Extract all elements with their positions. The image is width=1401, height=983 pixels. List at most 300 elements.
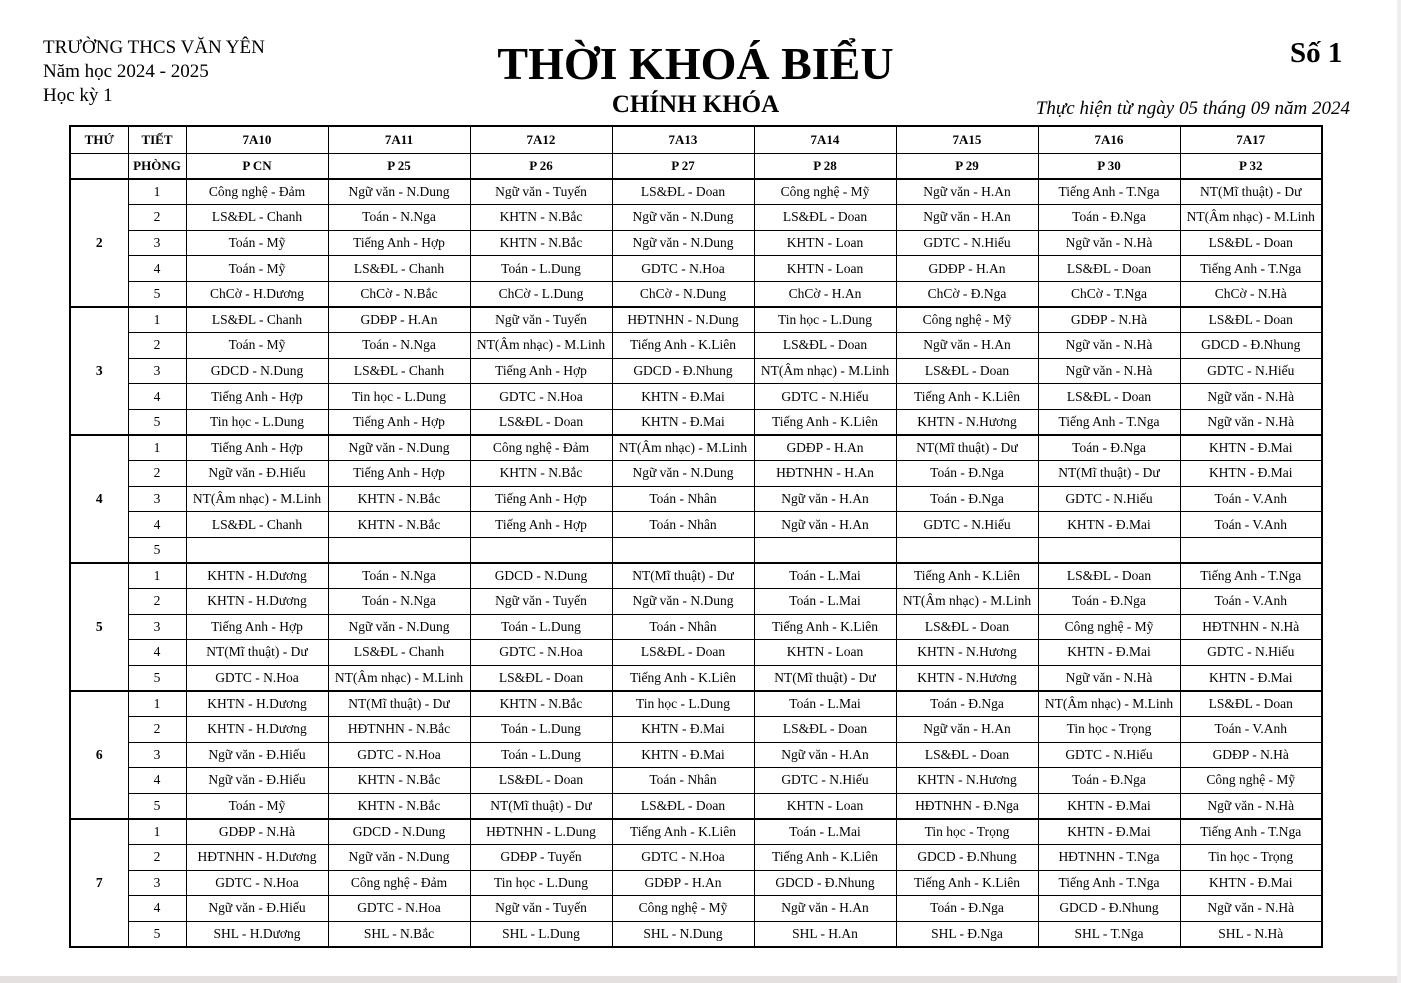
lesson-cell: KHTN - Đ.Mai xyxy=(1180,870,1322,896)
room-cell: P 28 xyxy=(754,153,896,179)
lesson-cell: NT(Mĩ thuật) - Dư xyxy=(186,640,328,666)
lesson-cell: LS&ĐL - Doan xyxy=(1180,307,1322,333)
lesson-cell: Tiếng Anh - Hợp xyxy=(186,384,328,410)
lesson-cell: LS&ĐL - Doan xyxy=(1180,230,1322,256)
class-header-row xyxy=(70,126,1322,153)
lesson-cell: Ngữ văn - Tuyến xyxy=(470,307,612,333)
lesson-cell: KHTN - N.Bắc xyxy=(470,205,612,231)
period-number: 2 xyxy=(128,205,186,231)
period-row xyxy=(70,358,1322,384)
lesson-cell: NT(Âm nhạc) - M.Linh xyxy=(612,435,754,461)
lesson-cell: Ngữ văn - H.An xyxy=(754,486,896,512)
lesson-cell: NT(Mĩ thuật) - Dư xyxy=(1180,179,1322,205)
lesson-cell: Tin học - Trọng xyxy=(896,819,1038,845)
lesson-cell: GDĐP - Tuyến xyxy=(470,844,612,870)
lesson-cell: Ngữ văn - N.Dung xyxy=(612,461,754,487)
lesson-cell: GDTC - N.Hiếu xyxy=(896,230,1038,256)
lesson-cell: KHTN - Đ.Mai xyxy=(1180,665,1322,691)
lesson-cell: LS&ĐL - Chanh xyxy=(186,307,328,333)
period-row xyxy=(70,768,1322,794)
lesson-cell: Tiếng Anh - T.Nga xyxy=(1180,256,1322,282)
lesson-cell: GDTC - N.Hiếu xyxy=(754,768,896,794)
period-number: 1 xyxy=(128,435,186,461)
lesson-cell: Toán - L.Dung xyxy=(470,614,612,640)
period-row xyxy=(70,921,1322,947)
lesson-cell: Ngữ văn - N.Hà xyxy=(1180,409,1322,435)
lesson-cell: Ngữ văn - H.An xyxy=(896,716,1038,742)
lesson-cell: KHTN - N.Bắc xyxy=(328,768,470,794)
page-right-edge xyxy=(1397,0,1401,983)
lesson-cell: Tiếng Anh - K.Liên xyxy=(612,665,754,691)
lesson-cell: Tin học - L.Dung xyxy=(186,409,328,435)
lesson-cell: Toán - Nhân xyxy=(612,512,754,538)
lesson-cell: Ngữ văn - H.An xyxy=(754,896,896,922)
lesson-cell: KHTN - N.Bắc xyxy=(470,691,612,717)
lesson-cell: Toán - N.Nga xyxy=(328,589,470,615)
lesson-cell: Công nghệ - Đảm xyxy=(470,435,612,461)
day-column-header: THỨ xyxy=(70,126,128,153)
lesson-cell: KHTN - H.Dương xyxy=(186,716,328,742)
period-number: 4 xyxy=(128,768,186,794)
lesson-cell: GDTC - N.Hiếu xyxy=(1038,742,1180,768)
lesson-cell xyxy=(470,537,612,563)
lesson-cell: Ngữ văn - Tuyến xyxy=(470,589,612,615)
lesson-cell: LS&ĐL - Chanh xyxy=(328,256,470,282)
period-row xyxy=(70,589,1322,615)
lesson-cell: Ngữ văn - Tuyến xyxy=(470,179,612,205)
class-header-cell: 7A17 xyxy=(1180,126,1322,153)
lesson-cell: Toán - L.Mai xyxy=(754,819,896,845)
lesson-cell: Tin học - L.Dung xyxy=(612,691,754,717)
lesson-cell: LS&ĐL - Chanh xyxy=(186,512,328,538)
lesson-cell: Tin học - Trọng xyxy=(1038,716,1180,742)
lesson-cell: Công nghệ - Mỹ xyxy=(612,896,754,922)
lesson-cell: GDĐP - H.An xyxy=(328,307,470,333)
lesson-cell: ChCờ - L.Dung xyxy=(470,281,612,307)
lesson-cell: KHTN - Loan xyxy=(754,793,896,819)
lesson-cell: GDTC - N.Hiếu xyxy=(754,384,896,410)
lesson-cell: GDTC - N.Hoa xyxy=(612,844,754,870)
lesson-cell: LS&ĐL - Doan xyxy=(612,640,754,666)
period-row xyxy=(70,179,1322,205)
lesson-cell: ChCờ - H.Dương xyxy=(186,281,328,307)
lesson-cell: HĐTNHN - N.Hà xyxy=(1180,614,1322,640)
lesson-cell: GDTC - N.Hoa xyxy=(612,256,754,282)
lesson-cell: Toán - N.Nga xyxy=(328,333,470,359)
lesson-cell: NT(Mĩ thuật) - Dư xyxy=(896,435,1038,461)
lesson-cell: KHTN - N.Bắc xyxy=(470,461,612,487)
lesson-cell: Tiếng Anh - Hợp xyxy=(470,512,612,538)
lesson-cell: LS&ĐL - Doan xyxy=(612,793,754,819)
lesson-cell: Toán - Nhân xyxy=(612,486,754,512)
period-number: 3 xyxy=(128,230,186,256)
lesson-cell: Toán - N.Nga xyxy=(328,205,470,231)
lesson-cell: Toán - L.Mai xyxy=(754,563,896,589)
page-title: THỜI KHOÁ BIỂU xyxy=(497,38,894,89)
class-header-cell: 7A12 xyxy=(470,126,612,153)
lesson-cell: LS&ĐL - Doan xyxy=(1038,256,1180,282)
lesson-cell: Ngữ văn - Đ.Hiếu xyxy=(186,742,328,768)
lesson-cell: Tiếng Anh - K.Liên xyxy=(896,563,1038,589)
period-number: 2 xyxy=(128,333,186,359)
period-row xyxy=(70,819,1322,845)
period-number: 5 xyxy=(128,793,186,819)
period-number: 2 xyxy=(128,844,186,870)
lesson-cell: KHTN - N.Bắc xyxy=(470,230,612,256)
period-row xyxy=(70,870,1322,896)
lesson-cell: Toán - Mỹ xyxy=(186,256,328,282)
lesson-cell: Tiếng Anh - Hợp xyxy=(186,435,328,461)
lesson-cell: GDCD - Đ.Nhung xyxy=(1180,333,1322,359)
period-number: 4 xyxy=(128,256,186,282)
lesson-cell: Tiếng Anh - T.Nga xyxy=(1180,563,1322,589)
lesson-cell: Toán - V.Anh xyxy=(1180,589,1322,615)
period-number: 1 xyxy=(128,691,186,717)
lesson-cell: Tiếng Anh - K.Liên xyxy=(896,870,1038,896)
lesson-cell: KHTN - Đ.Mai xyxy=(612,384,754,410)
lesson-cell: Công nghệ - Mỹ xyxy=(896,307,1038,333)
lesson-cell xyxy=(896,537,1038,563)
lesson-cell: LS&ĐL - Doan xyxy=(754,716,896,742)
lesson-cell: GDTC - N.Hiếu xyxy=(896,512,1038,538)
lesson-cell: KHTN - Loan xyxy=(754,256,896,282)
room-cell: P 25 xyxy=(328,153,470,179)
lesson-cell: Ngữ văn - N.Hà xyxy=(1180,896,1322,922)
lesson-cell: Toán - L.Dung xyxy=(470,716,612,742)
lesson-cell: Tiếng Anh - T.Nga xyxy=(1180,819,1322,845)
lesson-cell: KHTN - N.Hương xyxy=(896,768,1038,794)
lesson-cell: Tiếng Anh - T.Nga xyxy=(1038,409,1180,435)
period-row xyxy=(70,665,1322,691)
lesson-cell: LS&ĐL - Doan xyxy=(896,358,1038,384)
period-column-header: TIẾT xyxy=(128,126,186,153)
lesson-cell: KHTN - N.Bắc xyxy=(328,512,470,538)
lesson-cell: Toán - Nhân xyxy=(612,614,754,640)
room-cell: P CN xyxy=(186,153,328,179)
lesson-cell: Toán - V.Anh xyxy=(1180,716,1322,742)
lesson-cell: Ngữ văn - N.Dung xyxy=(328,614,470,640)
period-number: 3 xyxy=(128,614,186,640)
room-cell: P 29 xyxy=(896,153,1038,179)
period-row xyxy=(70,435,1322,461)
lesson-cell: NT(Mĩ thuật) - Dư xyxy=(612,563,754,589)
lesson-cell xyxy=(186,537,328,563)
lesson-cell: Toán - Đ.Nga xyxy=(1038,768,1180,794)
period-number: 4 xyxy=(128,896,186,922)
lesson-cell: Ngữ văn - N.Hà xyxy=(1180,793,1322,819)
lesson-cell: Công nghệ - Mỹ xyxy=(1038,614,1180,640)
period-row xyxy=(70,486,1322,512)
lesson-cell: LS&ĐL - Doan xyxy=(754,205,896,231)
lesson-cell: ChCờ - T.Nga xyxy=(1038,281,1180,307)
lesson-cell: GDĐP - H.An xyxy=(896,256,1038,282)
class-header-cell: 7A10 xyxy=(186,126,328,153)
period-number: 5 xyxy=(128,537,186,563)
period-number: 4 xyxy=(128,640,186,666)
lesson-cell: ChCờ - Đ.Nga xyxy=(896,281,1038,307)
lesson-cell: GDĐP - N.Hà xyxy=(186,819,328,845)
lesson-cell xyxy=(612,537,754,563)
lesson-cell: KHTN - Đ.Mai xyxy=(612,409,754,435)
lesson-cell: Ngữ văn - N.Dung xyxy=(612,589,754,615)
period-row xyxy=(70,896,1322,922)
lesson-cell: GDTC - N.Hiếu xyxy=(1180,640,1322,666)
lesson-cell: Tin học - Trọng xyxy=(1180,844,1322,870)
school-year: Năm học 2024 - 2025 xyxy=(43,61,209,82)
class-header-cell: 7A13 xyxy=(612,126,754,153)
lesson-cell: NT(Mĩ thuật) - Dư xyxy=(470,793,612,819)
lesson-cell: KHTN - Đ.Mai xyxy=(1038,793,1180,819)
lesson-cell: GDTC - N.Hiếu xyxy=(1180,358,1322,384)
lesson-cell: Ngữ văn - N.Hà xyxy=(1038,665,1180,691)
lesson-cell: GDCD - Đ.Nhung xyxy=(1038,896,1180,922)
period-row xyxy=(70,691,1322,717)
period-number: 5 xyxy=(128,665,186,691)
period-number: 3 xyxy=(128,870,186,896)
period-number: 3 xyxy=(128,486,186,512)
room-label: PHÒNG xyxy=(128,153,186,179)
lesson-cell: GDCD - N.Dung xyxy=(328,819,470,845)
lesson-cell: NT(Mĩ thuật) - Dư xyxy=(328,691,470,717)
lesson-cell: HĐTNHN - Đ.Nga xyxy=(896,793,1038,819)
lesson-cell: Toán - Đ.Nga xyxy=(1038,589,1180,615)
lesson-cell: ChCờ - N.Dung xyxy=(612,281,754,307)
lesson-cell: GDTC - N.Hoa xyxy=(328,742,470,768)
page-bottom-edge xyxy=(0,976,1401,983)
period-row xyxy=(70,512,1322,538)
lesson-cell: SHL - N.Bắc xyxy=(328,921,470,947)
period-row xyxy=(70,384,1322,410)
lesson-cell: Tin học - L.Dung xyxy=(328,384,470,410)
lesson-cell: LS&ĐL - Chanh xyxy=(328,640,470,666)
document-number: Số 1 xyxy=(1290,37,1343,69)
lesson-cell: HĐTNHN - H.Dương xyxy=(186,844,328,870)
lesson-cell: Công nghệ - Mỹ xyxy=(1180,768,1322,794)
period-number: 1 xyxy=(128,307,186,333)
lesson-cell: Tiếng Anh - K.Liên xyxy=(612,333,754,359)
lesson-cell: SHL - N.Hà xyxy=(1180,921,1322,947)
period-row xyxy=(70,640,1322,666)
period-number: 4 xyxy=(128,384,186,410)
period-row xyxy=(70,742,1322,768)
lesson-cell: KHTN - H.Dương xyxy=(186,691,328,717)
room-cell: P 32 xyxy=(1180,153,1322,179)
lesson-cell: KHTN - N.Bắc xyxy=(328,486,470,512)
lesson-cell: Toán - V.Anh xyxy=(1180,486,1322,512)
lesson-cell: NT(Mĩ thuật) - Dư xyxy=(1038,461,1180,487)
lesson-cell: Toán - Mỹ xyxy=(186,333,328,359)
lesson-cell: Toán - Đ.Nga xyxy=(1038,205,1180,231)
lesson-cell: Tiếng Anh - T.Nga xyxy=(1038,179,1180,205)
period-number: 3 xyxy=(128,358,186,384)
lesson-cell: SHL - T.Nga xyxy=(1038,921,1180,947)
period-row xyxy=(70,844,1322,870)
lesson-cell: NT(Âm nhạc) - M.Linh xyxy=(754,358,896,384)
lesson-cell: GDCD - N.Dung xyxy=(470,563,612,589)
lesson-cell: GDTC - N.Hiếu xyxy=(1038,486,1180,512)
lesson-cell: GDTC - N.Hoa xyxy=(328,896,470,922)
room-cell: P 26 xyxy=(470,153,612,179)
lesson-cell: Tin học - L.Dung xyxy=(470,870,612,896)
lesson-cell: GDĐP - N.Hà xyxy=(1180,742,1322,768)
lesson-cell: Toán - L.Mai xyxy=(754,691,896,717)
lesson-cell: ChCờ - N.Hà xyxy=(1180,281,1322,307)
room-cell: P 30 xyxy=(1038,153,1180,179)
lesson-cell: NT(Mĩ thuật) - Dư xyxy=(754,665,896,691)
lesson-cell: KHTN - N.Hương xyxy=(896,640,1038,666)
lesson-cell: Toán - N.Nga xyxy=(328,563,470,589)
lesson-cell: GDTC - N.Hoa xyxy=(186,870,328,896)
lesson-cell: NT(Âm nhạc) - M.Linh xyxy=(896,589,1038,615)
lesson-cell: Ngữ văn - N.Dung xyxy=(328,844,470,870)
lesson-cell: Ngữ văn - H.An xyxy=(896,205,1038,231)
semester: Học kỳ 1 xyxy=(43,85,113,106)
lesson-cell: Ngữ văn - N.Dung xyxy=(328,435,470,461)
lesson-cell: Toán - Đ.Nga xyxy=(896,461,1038,487)
lesson-cell: Ngữ văn - Đ.Hiếu xyxy=(186,461,328,487)
lesson-cell: Ngữ văn - H.An xyxy=(754,742,896,768)
page-subtitle: CHÍNH KHÓA xyxy=(611,91,780,118)
lesson-cell: Ngữ văn - N.Dung xyxy=(328,179,470,205)
lesson-cell: LS&ĐL - Doan xyxy=(1180,691,1322,717)
lesson-cell: Ngữ văn - N.Hà xyxy=(1038,230,1180,256)
lesson-cell: Ngữ văn - Đ.Hiếu xyxy=(186,768,328,794)
lesson-cell: Tiếng Anh - Hợp xyxy=(470,358,612,384)
lesson-cell: Ngữ văn - H.An xyxy=(896,333,1038,359)
lesson-cell: LS&ĐL - Doan xyxy=(1038,563,1180,589)
lesson-cell: LS&ĐL - Chanh xyxy=(328,358,470,384)
lesson-cell: LS&ĐL - Doan xyxy=(896,742,1038,768)
period-row xyxy=(70,563,1322,589)
effective-date: Thực hiện từ ngày 05 tháng 09 năm 2024 xyxy=(1035,98,1350,119)
lesson-cell: KHTN - H.Dương xyxy=(186,589,328,615)
period-row xyxy=(70,333,1322,359)
lesson-cell: KHTN - Đ.Mai xyxy=(1038,819,1180,845)
lesson-cell: SHL - H.An xyxy=(754,921,896,947)
lesson-cell: KHTN - N.Hương xyxy=(896,665,1038,691)
lesson-cell: Tiếng Anh - Hợp xyxy=(328,461,470,487)
lesson-cell: HĐTNHN - H.An xyxy=(754,461,896,487)
lesson-cell: KHTN - Đ.Mai xyxy=(1180,435,1322,461)
lesson-cell: SHL - L.Dung xyxy=(470,921,612,947)
lesson-cell: Ngữ văn - Đ.Hiếu xyxy=(186,896,328,922)
lesson-cell: Ngữ văn - N.Hà xyxy=(1180,384,1322,410)
lesson-cell: Toán - L.Dung xyxy=(470,742,612,768)
period-number: 1 xyxy=(128,563,186,589)
lesson-cell: KHTN - Đ.Mai xyxy=(1038,640,1180,666)
class-header-cell: 7A14 xyxy=(754,126,896,153)
lesson-cell: KHTN - N.Bắc xyxy=(328,793,470,819)
lesson-cell: HĐTNHN - L.Dung xyxy=(470,819,612,845)
lesson-cell: Toán - Mỹ xyxy=(186,793,328,819)
lesson-cell: Ngữ văn - H.An xyxy=(896,179,1038,205)
lesson-cell: Tiếng Anh - Hợp xyxy=(470,486,612,512)
lesson-cell: Tiếng Anh - Hợp xyxy=(328,409,470,435)
period-number: 2 xyxy=(128,589,186,615)
lesson-cell: KHTN - Đ.Mai xyxy=(1180,461,1322,487)
lesson-cell: Tiếng Anh - K.Liên xyxy=(754,409,896,435)
period-number: 2 xyxy=(128,461,186,487)
lesson-cell xyxy=(1038,537,1180,563)
lesson-cell: LS&ĐL - Doan xyxy=(612,179,754,205)
lesson-cell: Ngữ văn - Tuyến xyxy=(470,896,612,922)
lesson-cell: SHL - H.Dương xyxy=(186,921,328,947)
period-row xyxy=(70,281,1322,307)
period-number: 1 xyxy=(128,179,186,205)
lesson-cell: Tiếng Anh - K.Liên xyxy=(754,614,896,640)
lesson-cell: HĐTNHN - T.Nga xyxy=(1038,844,1180,870)
lesson-cell: Ngữ văn - N.Hà xyxy=(1038,358,1180,384)
period-row xyxy=(70,230,1322,256)
period-number: 5 xyxy=(128,281,186,307)
period-row xyxy=(70,614,1322,640)
lesson-cell: Toán - L.Mai xyxy=(754,589,896,615)
period-row xyxy=(70,537,1322,563)
lesson-cell: NT(Âm nhạc) - M.Linh xyxy=(328,665,470,691)
lesson-cell: LS&ĐL - Doan xyxy=(754,333,896,359)
lesson-cell xyxy=(1180,537,1322,563)
lesson-cell: KHTN - Loan xyxy=(754,230,896,256)
lesson-cell: GDĐP - H.An xyxy=(754,435,896,461)
lesson-cell: GDĐP - N.Hà xyxy=(1038,307,1180,333)
period-row xyxy=(70,716,1322,742)
period-number: 5 xyxy=(128,921,186,947)
period-row xyxy=(70,409,1322,435)
lesson-cell: LS&ĐL - Doan xyxy=(470,768,612,794)
lesson-cell: Toán - Nhân xyxy=(612,768,754,794)
lesson-cell: GDTC - N.Hoa xyxy=(470,384,612,410)
lesson-cell: GDCD - Đ.Nhung xyxy=(896,844,1038,870)
lesson-cell: KHTN - Đ.Mai xyxy=(1038,512,1180,538)
timetable xyxy=(69,125,1323,948)
lesson-cell: GDTC - N.Hoa xyxy=(186,665,328,691)
lesson-cell: KHTN - H.Dương xyxy=(186,563,328,589)
lesson-cell: GDĐP - H.An xyxy=(612,870,754,896)
day-cell: 5 xyxy=(70,563,128,691)
lesson-cell: Tiếng Anh - Hợp xyxy=(328,230,470,256)
lesson-cell: Tiếng Anh - K.Liên xyxy=(896,384,1038,410)
lesson-cell: HĐTNHN - N.Dung xyxy=(612,307,754,333)
period-number: 3 xyxy=(128,742,186,768)
period-number: 2 xyxy=(128,716,186,742)
day-cell: 3 xyxy=(70,307,128,435)
lesson-cell: KHTN - Loan xyxy=(754,640,896,666)
timetable-body xyxy=(70,126,1322,947)
lesson-cell: GDCD - Đ.Nhung xyxy=(612,358,754,384)
room-header-row xyxy=(70,153,1322,179)
lesson-cell: Toán - Đ.Nga xyxy=(1038,435,1180,461)
lesson-cell: LS&ĐL - Doan xyxy=(896,614,1038,640)
period-number: 4 xyxy=(128,512,186,538)
lesson-cell: Tiếng Anh - T.Nga xyxy=(1038,870,1180,896)
lesson-cell: NT(Âm nhạc) - M.Linh xyxy=(1180,205,1322,231)
lesson-cell: Tiếng Anh - K.Liên xyxy=(754,844,896,870)
period-row xyxy=(70,205,1322,231)
lesson-cell xyxy=(328,537,470,563)
lesson-cell: LS&ĐL - Chanh xyxy=(186,205,328,231)
lesson-cell: Ngữ văn - N.Dung xyxy=(612,230,754,256)
class-header-cell: 7A16 xyxy=(1038,126,1180,153)
lesson-cell: LS&ĐL - Doan xyxy=(470,665,612,691)
lesson-cell: NT(Âm nhạc) - M.Linh xyxy=(470,333,612,359)
lesson-cell: Tiếng Anh - K.Liên xyxy=(612,819,754,845)
lesson-cell: GDCD - Đ.Nhung xyxy=(754,870,896,896)
lesson-cell: Công nghệ - Đảm xyxy=(186,179,328,205)
lesson-cell: Tin học - L.Dung xyxy=(754,307,896,333)
period-number: 1 xyxy=(128,819,186,845)
class-header-cell: 7A15 xyxy=(896,126,1038,153)
blank-header-cell xyxy=(70,153,128,179)
